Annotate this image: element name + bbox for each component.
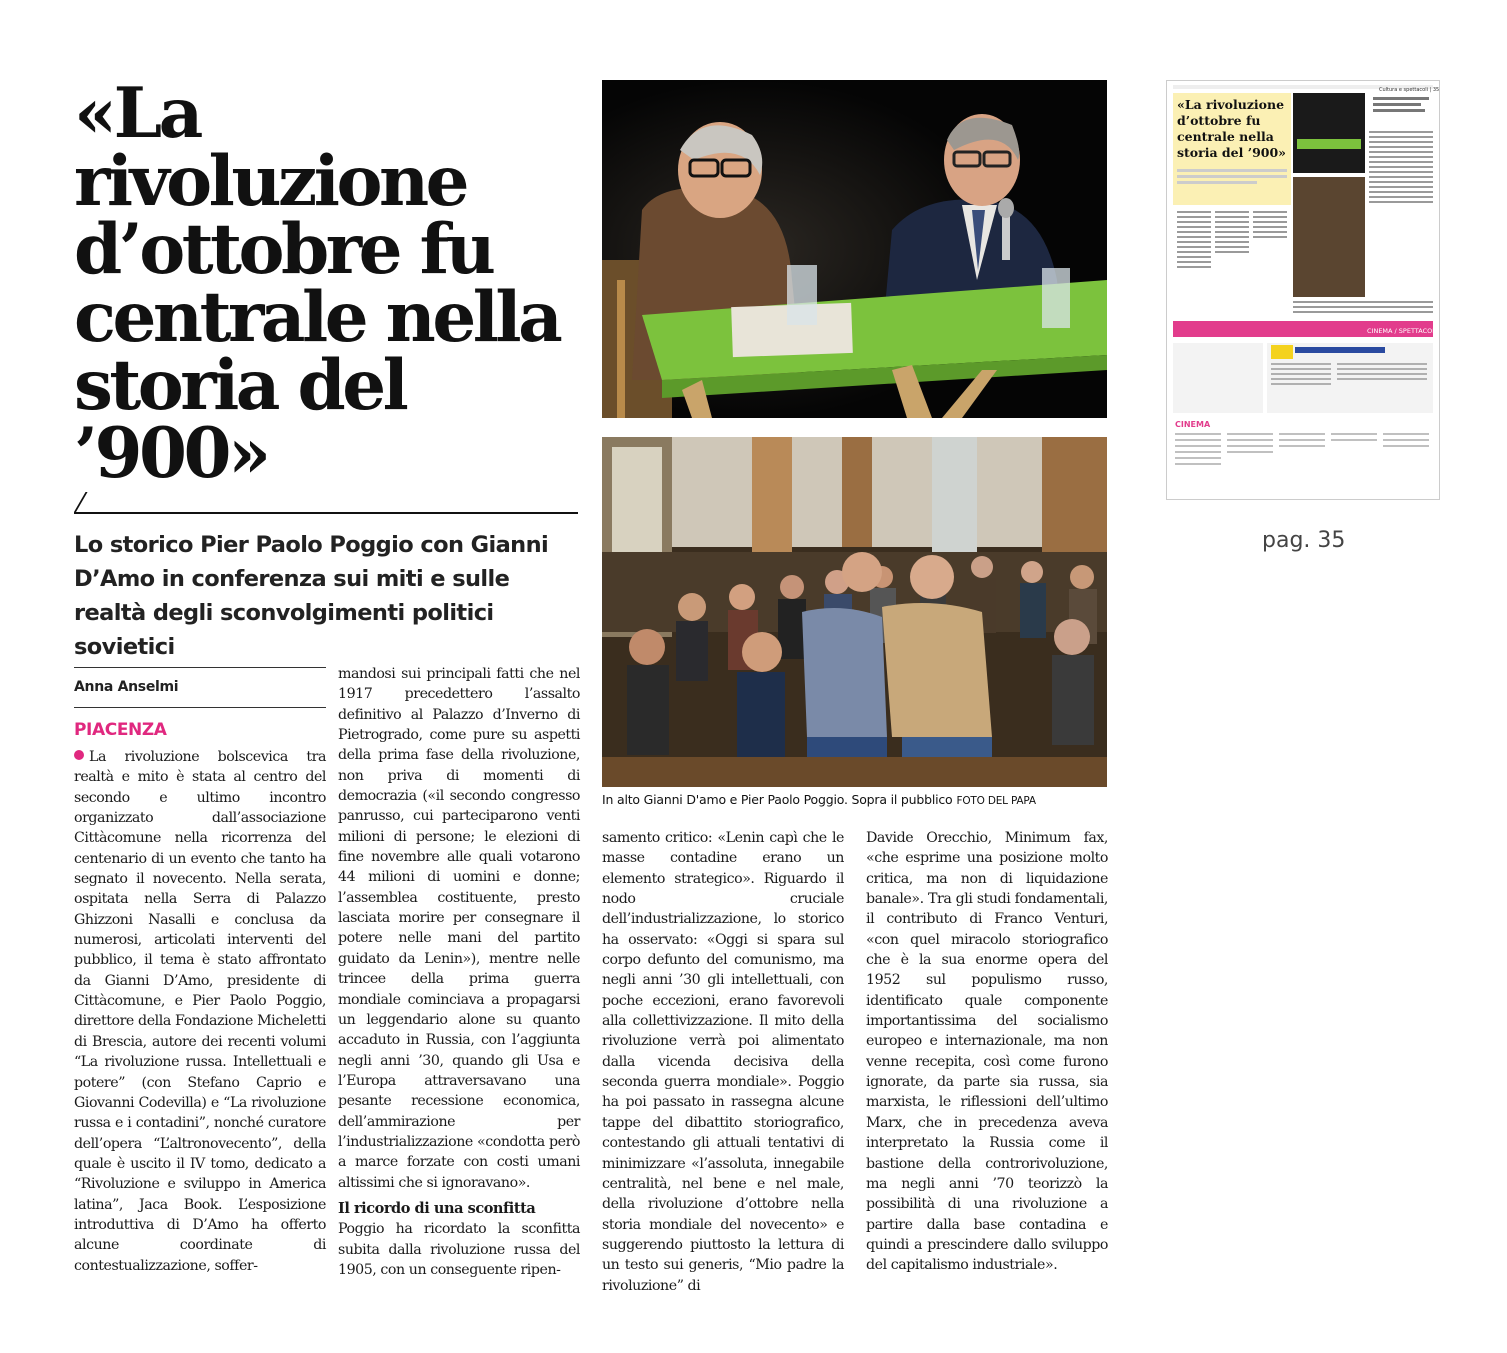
thumb-headline-4: storia del ’900» bbox=[1177, 145, 1286, 160]
column-2b-text: Poggio ha ricordato la sconfitta subita dalla rivoluzione russa del 1905, con un conseguente ripen- bbox=[338, 1221, 580, 1278]
photo-caption bbox=[602, 792, 1107, 807]
byline: Anna Anselmi bbox=[74, 679, 179, 695]
page-reference: pag. 35 bbox=[1262, 528, 1346, 553]
headline-divider bbox=[74, 492, 578, 514]
audience-illustration bbox=[602, 437, 1107, 787]
thumb-section-label: CINEMA / SPETTACOLI bbox=[1367, 327, 1438, 335]
column-2-text: mandosi sui principali fatti che nel 1917 precedettero l’assalto definitivo al Palazzo d’Inverno di Pietrogrado, come pure su aspetti della prima fase della rivoluzione, non priva di momenti di democrazia («il secondo congresso panrusso, cui parteciparono venti milioni di persone; le elezioni di fine novembre alle quali votarono 44 milioni di uomini e donne; l’assemblea costituente, presto lasciata morire per consegnare il potere nelle mani del partito guidato da Lenin»), mentre nelle trincee della prima guerra mondiale cominciava a propagarsi un leggendario alone su quanto accaduto in Russia, con l’aggiunta negli anni ’30, quando gli Usa e l’Europa attraversavano una pesante recessione economica, dell’ammirazione per l’industrializzazione «condotta però a marce forzate con costi umani altissimi che si ignoravano». bbox=[338, 666, 580, 1191]
speakers-photo bbox=[602, 80, 1107, 418]
dateline: PIACENZA bbox=[74, 720, 167, 740]
headline: «La rivoluzione d’ottobre fu centrale nella storia del ’900» bbox=[74, 73, 560, 494]
page-thumbnail bbox=[1166, 80, 1440, 500]
column-1-text: La rivoluzione bolscevica tra realtà e mito è stata al centro del secondo e ultimo incontro organizzato dall’associazione Cittàcomune nella ricorrenza del centenario di un evento che tanto ha segnato il novecento. Nella serata, ospitata nella Serra di Palazzo Ghizzoni Nasalli e conclusa da numerosi, articolati interventi del pubblico, il tema è stato affrontato da Gianni D’Amo, presidente di Cittàcomune, e Pier Paolo Poggio, direttore della Fondazione Micheletti di Brescia, autore dei recenti volumi “La rivoluzione russa. Intellettuali e potere” (con Stefano Caprio e Giovanni Codevilla) e “La rivoluzione russa e i contadini”, nonché curatore dell’opera “L’altronovecento”, della quale è uscito il IV tomo, dedicato a “Rivoluzione e sviluppo in America latina”, Jaca Book. L’esposizione introduttiva di D’Amo ha offerto alcune coordinate di contestualizzazione, soffer- bbox=[74, 749, 326, 1274]
bullet-dot-icon bbox=[74, 750, 84, 760]
svg-text:«La rivoluzione d’ottobr bbox=[1177, 97, 1288, 160]
thumb-headline-1: «La rivoluzione bbox=[1177, 97, 1285, 112]
article-column-1 bbox=[74, 747, 326, 1276]
byline-bottom-rule bbox=[74, 707, 326, 708]
thumb-header-right: Cultura e spettacoli | 35 bbox=[1379, 87, 1439, 93]
section-subtitle: Il ricordo di una sconfitta bbox=[338, 1199, 536, 1217]
page-thumbnail-illustration bbox=[1167, 81, 1439, 499]
article-column-2 bbox=[338, 664, 580, 1280]
thumb-cinema-label: CINEMA bbox=[1175, 420, 1211, 429]
thumb-headline-3: centrale nella bbox=[1177, 129, 1274, 144]
audience-photo bbox=[602, 437, 1107, 787]
thumb-headline-2: d’ottobre fu bbox=[1177, 113, 1261, 128]
column-4-text: Davide Orecchio, Minimum fax, «che esprime una posizione molto critica, ma non di liquidazione banale». Tra gli studi fondamentali, il contributo di Franco Venturi, «con quel miracolo storiografico che è la sua enorme opera del 1952 sul populismo russo, identificato quale componente importantissima del socialismo europeo e internazionale, ma non venne recepita, così come furono ignorate, da parte sia russa, sia marxista, le riflessioni dell’ultimo Marx, che in precedenza aveva interpretato la Russia come il bastione della controrivoluzione, ma negli anni ’70 teorizzò la possibilità di una rivoluzione a partire dalla base contadina e quindi a prescindere dallo sviluppo del capitalismo industriale». bbox=[866, 830, 1108, 1274]
caption-text: In alto Gianni D'amo e Pier Paolo Poggio. Sopra il pubblico bbox=[602, 792, 953, 807]
column-3-text: samento critico: «Lenin capì che le masse contadine erano un elemento strategico». Riguardo il nodo cruciale dell’industrializzazione, lo storico ha osservato: «Oggi si spara sul corpo defunto del comunismo, ma negli anni ’30 gli intellettuali, con poche eccezioni, erano favorevoli alla collettivizzazione. Il mito della rivoluzione verrà poi alimentato dalla vicenda decisiva della seconda guerra mondiale». Poggio ha poi passato in rassegna alcune tappe del dibattito storiografico, contestando gli attuali tentativi di minimizzare «l’assoluta, innegabile centralità, nel bene e nel male, della rivoluzione d’ottobre nella storia mondiale del novecento» e suggerendo piuttosto la lettura di un testo sui generis, “Mio padre la rivoluzione” di bbox=[602, 830, 844, 1294]
speakers-illustration bbox=[602, 80, 1107, 418]
subheadline: Lo storico Pier Paolo Poggio con Gianni D’Amo in conferenza sui miti e sulle realtà degli sconvolgimenti politici sovietici bbox=[74, 532, 549, 660]
article-column-4 bbox=[866, 828, 1108, 1276]
byline-top-rule bbox=[74, 667, 326, 668]
article-column-3 bbox=[602, 828, 844, 1296]
photo-credit: FOTO DEL PAPA bbox=[956, 795, 1036, 807]
